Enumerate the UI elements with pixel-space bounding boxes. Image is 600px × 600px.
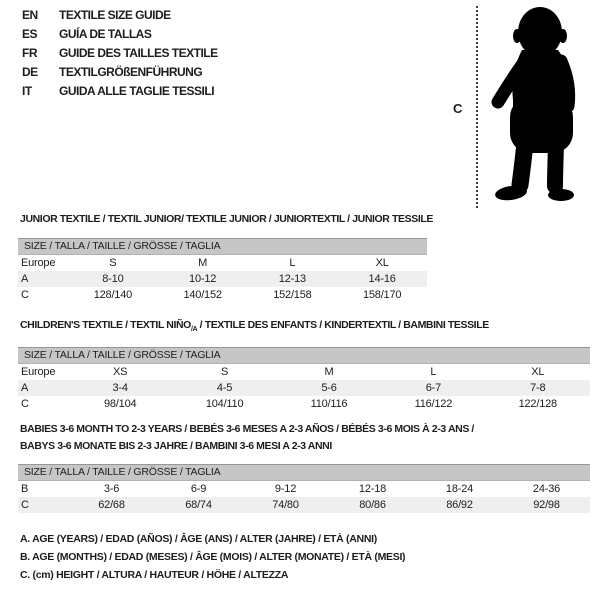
size-cell: 98/104 — [103, 398, 137, 410]
babies-table-title-line2: BABYS 3-6 MONATE BIS 2-3 JAHRE / BAMBINI 3-6 MESI A 2-3 ANNI — [20, 440, 332, 452]
language-label: GUÍA DE TALLAS — [59, 27, 152, 41]
language-label: GUIDA ALLE TAGLIE TESSILI — [59, 84, 215, 98]
row-label: Europe — [21, 257, 56, 269]
size-cell: 12-18 — [358, 483, 387, 495]
size-cell: 152/158 — [273, 289, 312, 301]
size-cell: 5-6 — [277, 380, 381, 396]
size-cell: M — [198, 257, 208, 269]
language-label: TEXTILGRÖßENFÜHRUNG — [59, 65, 203, 79]
row-label: A — [18, 380, 68, 396]
table-row — [18, 364, 590, 381]
size-header-label: SIZE / TALLA / TAILLE / GRÖSSE / TAGLIA — [18, 348, 590, 364]
row-label: B — [21, 483, 29, 495]
size-cell: 128/140 — [93, 289, 133, 301]
row-label: C — [18, 497, 68, 513]
size-cell: 7-8 — [486, 380, 590, 396]
table-row — [18, 481, 590, 498]
size-cell: 62/68 — [68, 497, 155, 513]
children-title-post: / TEXTILE DES ENFANTS / KINDERTEXTIL / BAMBINI TESSILE — [197, 319, 489, 331]
language-row — [22, 6, 218, 25]
size-cell: L — [430, 366, 437, 378]
language-code: ES — [22, 27, 38, 41]
table-row — [18, 287, 427, 303]
language-row — [22, 63, 218, 82]
size-cell: 110/116 — [310, 398, 348, 410]
size-cell: 18-24 — [445, 483, 474, 495]
language-code: IT — [22, 84, 32, 98]
baby-silhouette-icon — [484, 5, 599, 205]
size-cell: XL — [531, 366, 545, 378]
size-cell: S — [109, 257, 117, 269]
footnote-a: A. AGE (YEARS) / EDAD (AÑOS) / ÂGE (ANS) / ALTER (JAHRE) / ETÀ (ANNI) — [20, 533, 377, 545]
table-row — [18, 497, 590, 513]
size-cell: XS — [113, 366, 128, 378]
language-row — [22, 82, 218, 101]
size-header-label: SIZE / TALLA / TAILLE / GRÖSSE / TAGLIA — [18, 239, 427, 255]
language-list — [22, 6, 218, 101]
language-label: TEXTILE SIZE GUIDE — [59, 8, 171, 22]
children-title-pre: CHILDREN'S TEXTILE / TEXTIL NIÑO — [20, 319, 191, 331]
size-cell: 12-13 — [248, 271, 338, 287]
babies-size-table — [18, 464, 590, 513]
junior-table-title: JUNIOR TEXTILE / TEXTIL JUNIOR/ TEXTILE JUNIOR / JUNIORTEXTIL / JUNIOR TESSILE — [20, 213, 433, 225]
size-cell: 8-10 — [68, 271, 158, 287]
row-label: C — [21, 289, 29, 301]
language-row — [22, 25, 218, 44]
size-cell: 3-6 — [103, 483, 120, 495]
footnote-c: C. (cm) HEIGHT / ALTURA / HAUTEUR / HÖHE / ALTEZZA — [20, 569, 289, 581]
size-cell: S — [221, 366, 229, 378]
height-figure — [440, 0, 600, 215]
size-cell: 14-16 — [337, 271, 427, 287]
row-label: A — [18, 271, 68, 287]
footnote-b: B. AGE (MONTHS) / EDAD (MESES) / ÂGE (MOIS) / ALTER (MONATE) / ETÀ (MESI) — [20, 551, 406, 563]
size-cell: 6-9 — [190, 483, 207, 495]
size-cell: 24-36 — [532, 483, 561, 495]
language-code: DE — [22, 65, 38, 79]
size-cell: 80/86 — [329, 497, 416, 513]
children-table-title — [20, 319, 489, 333]
size-header-label: SIZE / TALLA / TAILLE / GRÖSSE / TAGLIA — [18, 465, 590, 481]
children-title-sub: /A — [190, 326, 198, 334]
children-size-table — [18, 347, 590, 412]
size-cell: 9-12 — [274, 483, 297, 495]
footnotes — [20, 530, 405, 584]
height-dotted-line — [476, 6, 478, 208]
size-cell: 68/74 — [155, 497, 242, 513]
size-header-bar — [18, 239, 427, 255]
row-label: C — [21, 398, 29, 410]
language-label: GUIDE DES TAILLES TEXTILE — [59, 46, 218, 60]
size-cell: 116/122 — [414, 398, 453, 410]
language-code: FR — [22, 46, 37, 60]
size-cell: 4-5 — [172, 380, 276, 396]
size-cell: 6-7 — [381, 380, 485, 396]
size-header-bar — [18, 465, 590, 481]
size-cell: 74/80 — [242, 497, 329, 513]
table-row — [18, 271, 427, 287]
size-cell: 104/110 — [205, 398, 244, 410]
size-cell: XL — [375, 257, 389, 269]
size-cell: 140/152 — [183, 289, 222, 301]
language-code: EN — [22, 8, 38, 22]
size-cell: 158/170 — [362, 289, 402, 301]
size-cell: L — [289, 257, 296, 269]
language-row — [22, 44, 218, 63]
junior-size-table — [18, 238, 427, 303]
babies-table-title-line1: BABIES 3-6 MONTH TO 2-3 YEARS / BEBÉS 3-6 MESES A 2-3 AÑOS / BÉBÉS 3-6 MOIS À 2-3 ANS / — [20, 423, 474, 435]
size-header-bar — [18, 348, 590, 364]
size-cell: 3-4 — [68, 380, 172, 396]
size-cell: 10-12 — [158, 271, 248, 287]
table-row — [18, 380, 590, 396]
table-row — [18, 396, 590, 412]
size-cell: 86/92 — [416, 497, 503, 513]
size-cell: M — [324, 366, 334, 378]
size-cell: 92/98 — [503, 497, 590, 513]
size-cell: 122/128 — [518, 398, 557, 410]
height-measure-label: C — [453, 101, 463, 116]
table-row — [18, 255, 427, 272]
row-label: Europe — [21, 366, 56, 378]
